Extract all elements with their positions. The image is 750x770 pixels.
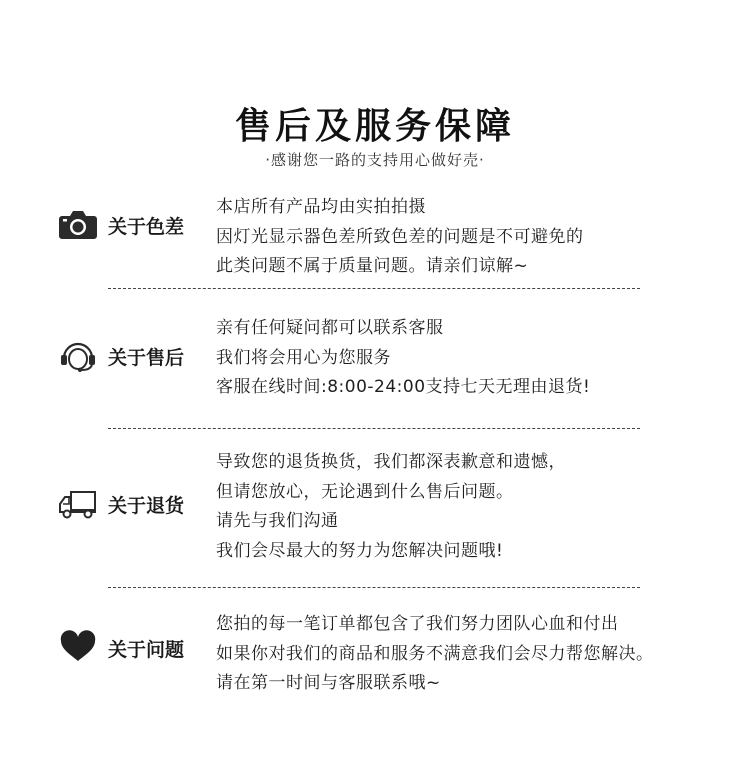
divider — [108, 587, 640, 588]
divider — [108, 428, 640, 429]
section-line: 导致您的退货换货，我们都深表歉意和遗憾， — [216, 452, 566, 472]
section-line: 此类问题不属于质量问题。请亲们谅解~ — [216, 256, 529, 276]
section-line: 如果你对我们的商品和服务不满意我们会尽力帮您解决。 — [216, 643, 654, 664]
section-line: 我们会尽最大的努力为您解决问题哦! — [216, 540, 504, 561]
heart-icon — [58, 630, 98, 664]
section-label: 关于色差 — [108, 216, 185, 238]
page-title: 售后及服务保障 — [234, 106, 515, 147]
section-line: 请在第一时间与客服联系哦~ — [216, 673, 441, 693]
camera-icon — [58, 207, 98, 241]
section-line: 本店所有产品均由实拍拍摄 — [216, 197, 426, 217]
truck-icon — [58, 486, 98, 520]
section-line: 亲有任何疑问都可以联系客服 — [216, 318, 444, 338]
section-line: 请先与我们沟通 — [216, 511, 339, 531]
section-label: 关于售后 — [108, 347, 185, 369]
section-label: 关于问题 — [108, 639, 185, 661]
section-line: 我们将会用心为您服务 — [216, 347, 391, 368]
section-line: 客服在线时间:8:00-24:00支持七天无理由退货! — [216, 377, 591, 397]
section-line: 但请您放心，无论遇到什么售后问题。 — [216, 481, 514, 502]
divider — [108, 288, 640, 289]
section-line: 因灯光显示器色差所致色差的问题是不可避免的 — [216, 226, 584, 247]
headset-icon — [58, 338, 98, 372]
section-label: 关于退货 — [108, 495, 185, 517]
section-line: 您拍的每一笔订单都包含了我们努力团队心血和付出 — [216, 614, 619, 634]
page-subtitle: ·感谢您一路的支持用心做好売· — [265, 151, 485, 169]
